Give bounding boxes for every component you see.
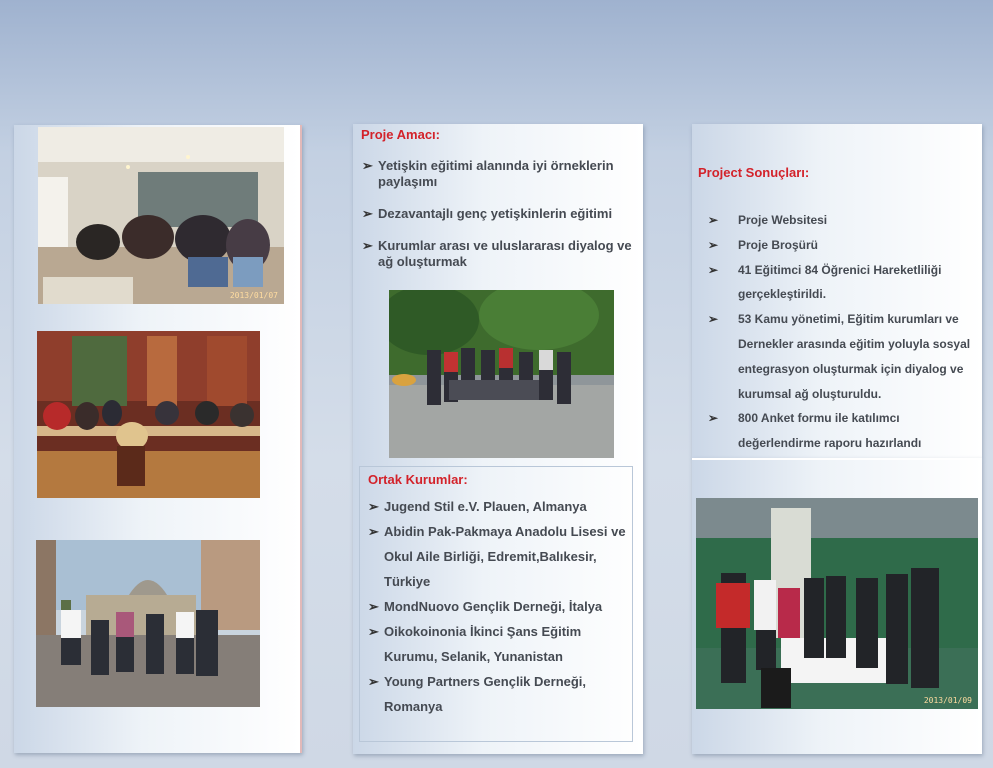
partners-list (368, 494, 638, 719)
bullet-arrow-icon: ➢ (708, 262, 719, 277)
list-item: ➢ Proje Broşürü (708, 233, 973, 258)
list-item: ➢ MondNuovo Gençlik Derneği, İtalya (368, 594, 638, 619)
project-aim-heading: Proje Amacı: (361, 127, 440, 142)
bullet-arrow-icon: ➢ (708, 411, 719, 426)
list-item: ➢ Kurumlar arası ve uluslararası diyalog ve ağ oluşturmak (362, 238, 632, 269)
list-item: ➢ Jugend Stil e.V. Plauen, Almanya (368, 494, 638, 519)
bullet-arrow-icon: ➢ (362, 158, 373, 173)
list-item: ➢ Young Partners Gençlik Derneği, Romanya (368, 669, 638, 719)
list-item: ➢ 800 Anket formu ile katılımcı değerlendirme raporu hazırlandı (708, 406, 973, 456)
bullet-arrow-icon: ➢ (368, 624, 379, 639)
project-aim-list (362, 158, 634, 286)
photo-date-stamp: 2013/01/09 (923, 696, 972, 705)
city-square-photo (36, 540, 260, 707)
results-heading: Project Sonuçları: (698, 165, 810, 180)
bullet-arrow-icon: ➢ (362, 238, 373, 253)
list-item: ➢ Dezavantajlı genç yetişkinlerin eğitimi (362, 206, 613, 221)
photo-date-stamp: 2013/01/07 (229, 291, 278, 300)
bullet-arrow-icon: ➢ (368, 499, 379, 514)
list-item: ➢ 41 Eğitimci 84 Öğrenici Hareketliliği gerçekleştirildi. (708, 258, 973, 308)
results-list (708, 208, 973, 456)
classroom-photo (38, 127, 284, 304)
bullet-arrow-icon: ➢ (362, 206, 373, 221)
group-photo-outdoor (389, 290, 614, 458)
list-item: ➢ Oikokoinonia İkinci Şans Eğitim Kurumu, Selanik, Yunanistan (368, 619, 638, 669)
list-item: ➢ Abidin Pak-Pakmaya Anadolu Lisesi ve Okul Aile Birliği, Edremit,Balıkesir, Türkiye (368, 519, 638, 594)
partners-heading: Ortak Kurumlar: (368, 472, 468, 487)
list-item: ➢ Yetişkin eğitimi alanında iyi örneklerin paylaşımı (362, 158, 614, 189)
bullet-arrow-icon: ➢ (708, 213, 719, 227)
bullet-arrow-icon: ➢ (368, 524, 379, 539)
bullet-arrow-icon: ➢ (708, 312, 719, 327)
meeting-room-photo (37, 331, 260, 498)
bullet-arrow-icon: ➢ (368, 599, 379, 614)
bullet-arrow-icon: ➢ (708, 237, 719, 252)
list-item: ➢ Proje Websitesi (708, 208, 973, 233)
bullet-arrow-icon: ➢ (368, 674, 379, 689)
reception-photo (696, 498, 978, 709)
list-item: ➢ 53 Kamu yönetimi, Eğitim kurumları ve Dernekler arasında eğitim yoluyla sosyal entegrasyon oluşturmak için diyalog ve kurumsal ağ oluşturuldu. (708, 307, 973, 406)
